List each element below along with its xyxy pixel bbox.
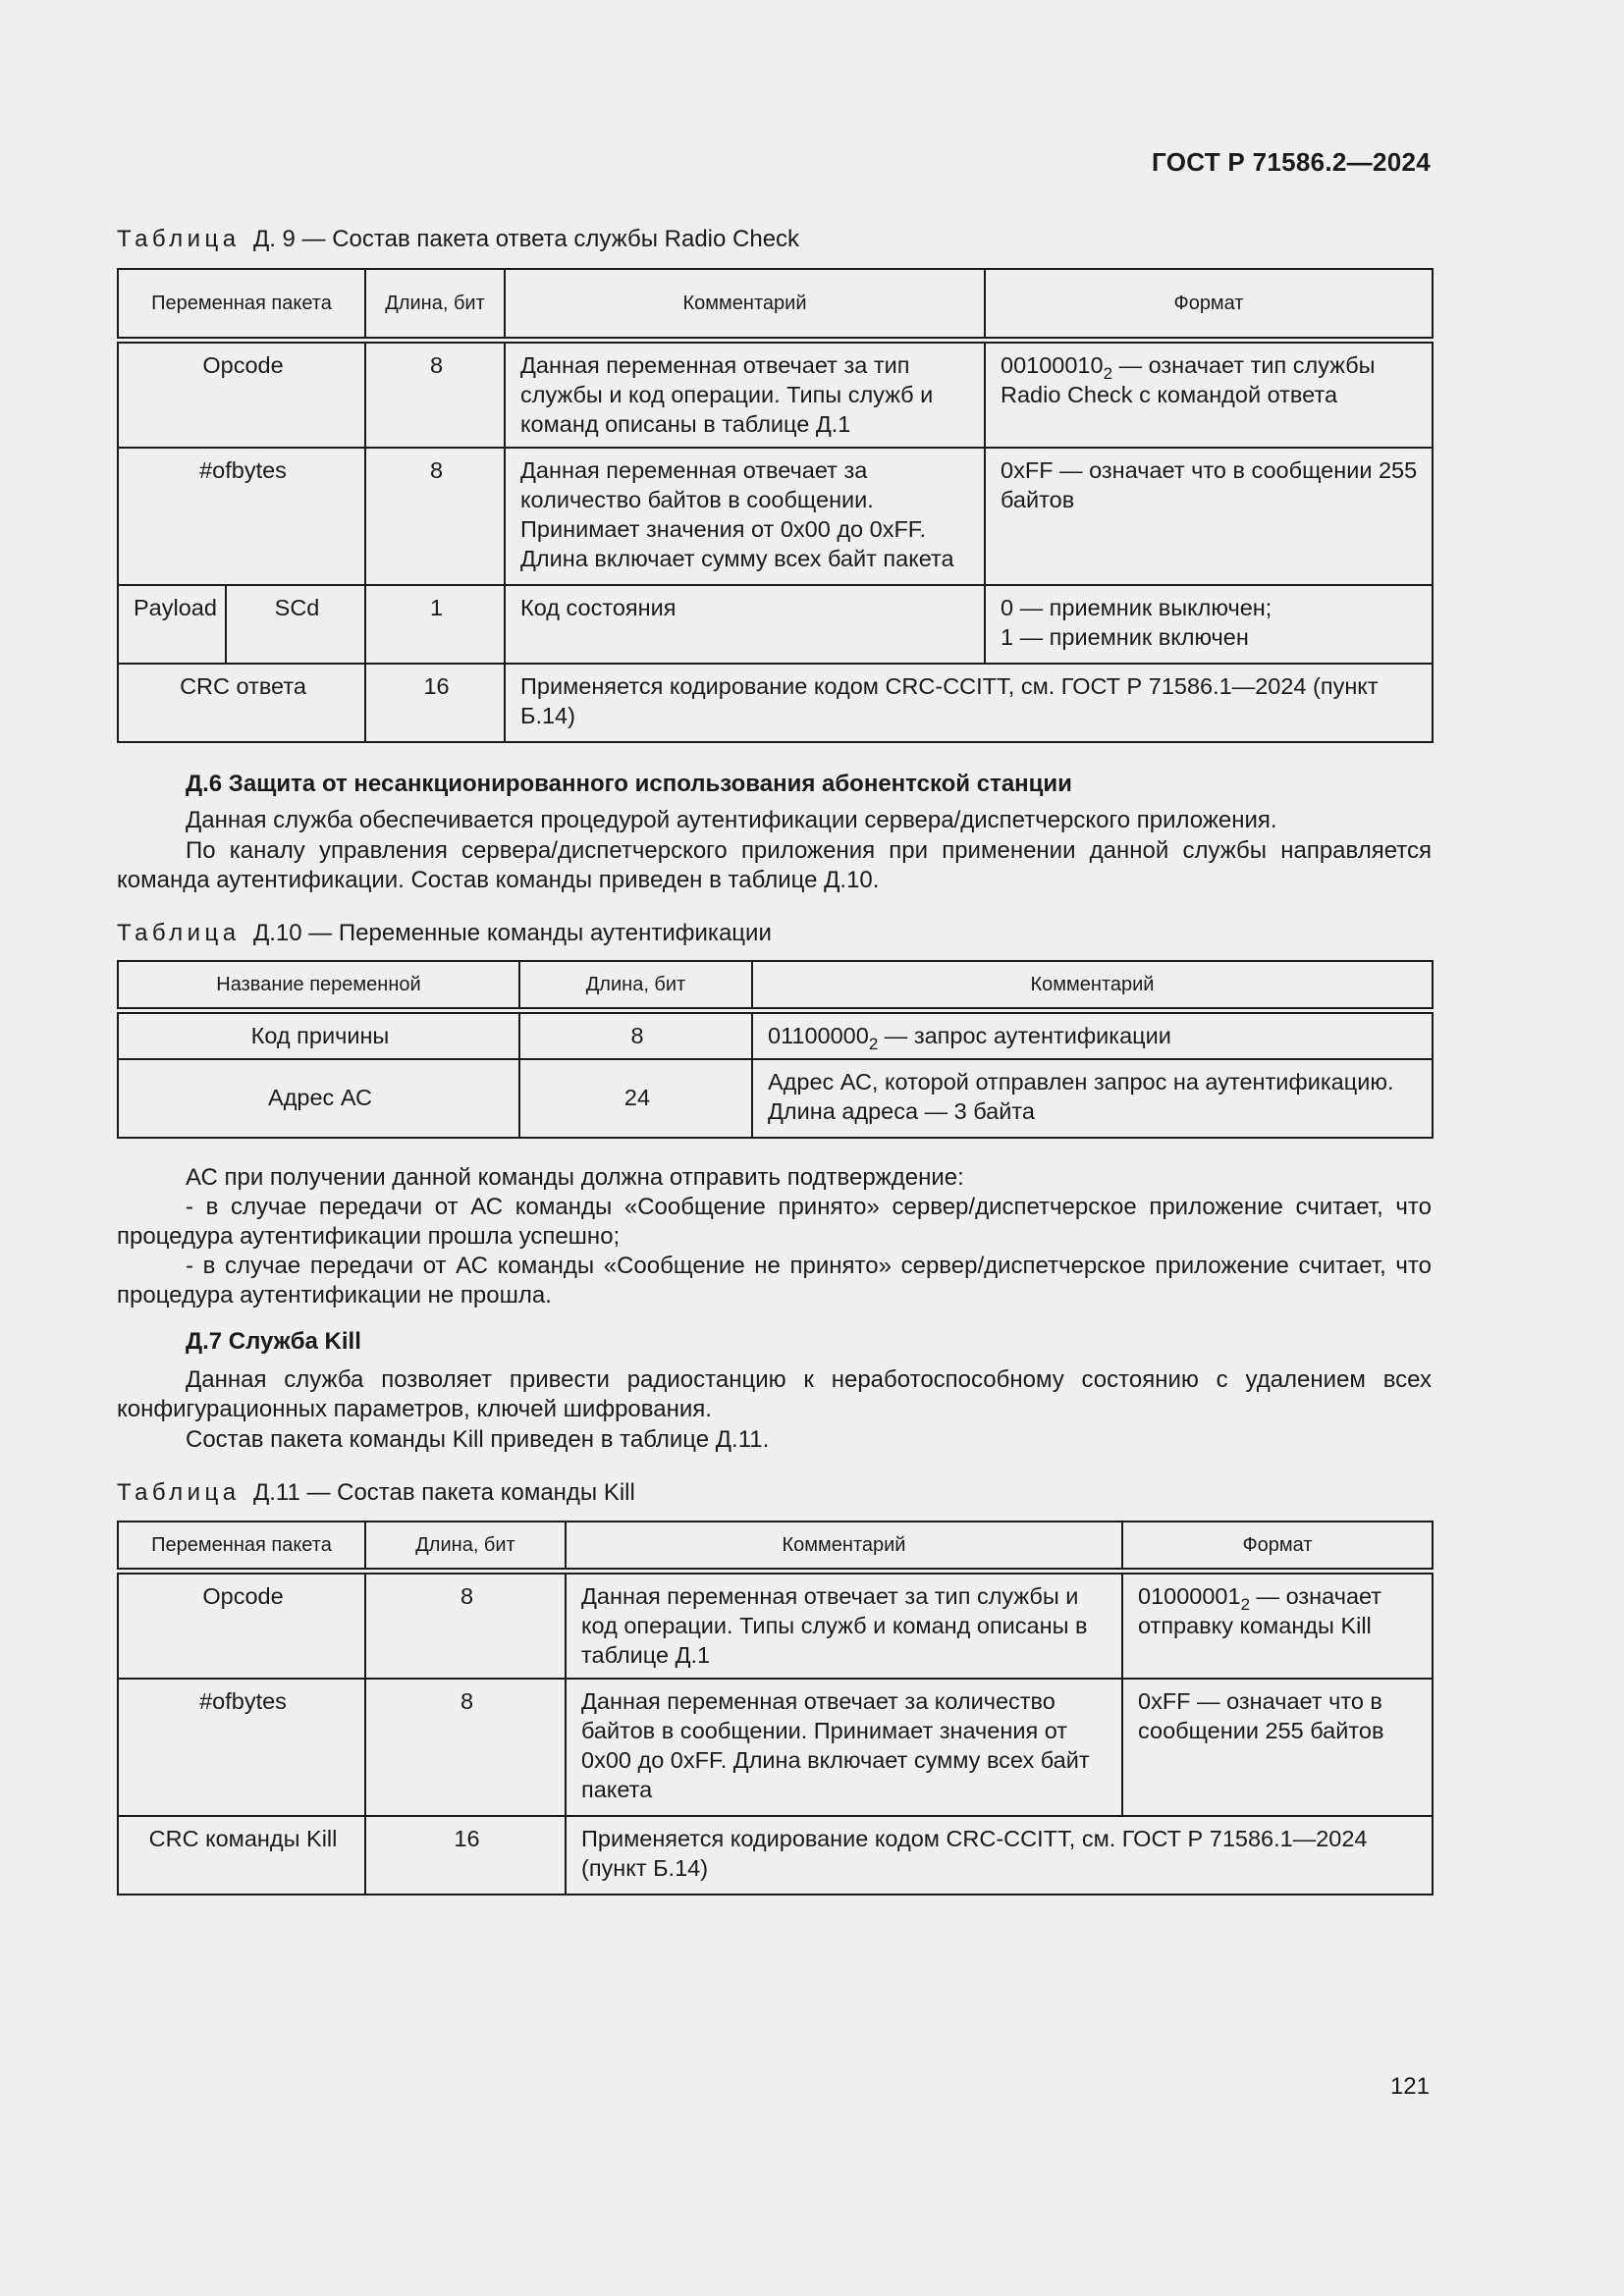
table11 (117, 1521, 1434, 1896)
table11-cell-var: #ofbytes (118, 1679, 365, 1816)
table11-caption-prefix: Таблица (117, 1479, 241, 1506)
table11-header-comment: Комментарий (566, 1522, 1122, 1571)
table10-cell-len: 8 (519, 1010, 752, 1059)
table10-header-variable: Название переменной (118, 961, 519, 1010)
comment-subscript: 2 (868, 1034, 879, 1053)
table11-caption (117, 1479, 635, 1507)
table9-cell-len: 1 (365, 585, 505, 664)
table9-cell-comment: Данная переменная отвечает за количество байтов в сообщении. Принимает значения от 0x00 до 0xFF. Длина включает сумму всех байт пакета (505, 448, 985, 585)
table9-cell-len: 8 (365, 340, 505, 448)
format-subscript: 2 (1103, 363, 1113, 383)
format-code: 01000001 (1138, 1582, 1241, 1609)
page-number: 121 (1389, 2073, 1430, 2100)
table9-header-variable: Переменная пакета (118, 269, 365, 340)
table9-cell-format: 0xFF — означает что в сообщении 255 байтов (985, 448, 1433, 585)
table-row (118, 1816, 1433, 1895)
table9-header-comment: Комментарий (505, 269, 985, 340)
table-row (118, 1010, 1433, 1059)
table9-cell-var: Payload (118, 585, 226, 664)
table9-cell-comment: Применяется кодирование кодом CRC-CCITT, см. ГОСТ Р 71586.1—2024 (пункт Б.14) (505, 664, 1433, 742)
table11-caption-text: Д.11 — Состав пакета команды Kill (252, 1479, 635, 1506)
section-d6-paragraph: Данная служба обеспечивается процедурой аутентификации сервера/диспетчерского приложения. (186, 807, 1277, 833)
format-description: — означает отправку команды Kill (1138, 1582, 1382, 1638)
table9-cell-len: 16 (365, 664, 505, 742)
section-d7-heading: Д.7 Служба Kill (186, 1328, 361, 1355)
document-header: ГОСТ Р 71586.2—2024 (1152, 147, 1431, 177)
table11-header-variable: Переменная пакета (118, 1522, 365, 1571)
table11-cell-format: 0xFF — означает что в сообщении 255 байтов (1122, 1679, 1433, 1816)
table-row (118, 1059, 1433, 1138)
table9-cell-var: Opcode (118, 340, 365, 448)
table-row (118, 664, 1433, 742)
table10-header-comment: Комментарий (752, 961, 1433, 1010)
table9-cell-format (985, 340, 1433, 448)
comment-description: — запрос аутентификации (878, 1022, 1171, 1048)
table9-cell-comment: Код состояния (505, 585, 985, 664)
table9-header-length: Длина, бит (365, 269, 505, 340)
body-paragraph: - в случае передачи от АС команды «Сообщение не принято» сервер/диспетчерское приложение считает, что процедура аутентификации не прошла. (117, 1253, 1432, 1308)
table11-header-format: Формат (1122, 1522, 1433, 1571)
format-code: 00100010 (1001, 351, 1104, 378)
body-paragraph: - в случае передачи от АС команды «Сообщение принято» сервер/диспетчерское приложение считает, что процедура аутентификации прошла успешно; (117, 1194, 1432, 1250)
section-d6-heading: Д.6 Защита от несанкционированного использования абонентской станции (186, 771, 1072, 797)
table-row (118, 448, 1433, 585)
table11-cell-comment: Применяется кодирование кодом CRC-CCITT, см. ГОСТ Р 71586.1—2024 (пункт Б.14) (566, 1816, 1433, 1895)
table11-cell-len: 8 (365, 1679, 566, 1816)
table11-cell-var: CRC команды Kill (118, 1816, 365, 1895)
table9-cell-comment: Данная переменная отвечает за тип службы и код операции. Типы служб и команд описаны в таблице Д.1 (505, 340, 985, 448)
table9-header-format: Формат (985, 269, 1433, 340)
table9-caption-prefix: Таблица (117, 226, 241, 252)
table10 (117, 960, 1434, 1139)
table10-cell-comment (752, 1010, 1433, 1059)
table10-caption-text: Д.10 — Переменные команды аутентификации (252, 920, 772, 946)
format-subscript: 2 (1240, 1594, 1251, 1614)
table10-caption-prefix: Таблица (117, 920, 241, 946)
table10-cell-var: Код причины (118, 1010, 519, 1059)
table11-cell-comment: Данная переменная отвечает за количество байтов в сообщении. Принимает значения от 0x00 до 0xFF. Длина включает сумму всех байт пакета (566, 1679, 1122, 1816)
table10-cell-len: 24 (519, 1059, 752, 1138)
table11-cell-comment: Данная переменная отвечает за тип службы и код операции. Типы служб и команд описаны в таблице Д.1 (566, 1571, 1122, 1679)
section-d6-paragraph: По каналу управления сервера/диспетчерского приложения при применении данной службы направляется команда аутентификации. Состав команды приведен в таблице Д.10. (117, 837, 1432, 893)
table10-caption (117, 920, 772, 947)
section-d7-paragraph: Данная служба позволяет привести радиостанцию к неработоспособному состоянию с удалением всех конфигурационных параметров, ключей шифрования. (117, 1366, 1432, 1422)
table-row (118, 585, 1433, 664)
table-row (118, 1571, 1433, 1679)
table-row (118, 340, 1433, 448)
table9-caption (117, 226, 799, 253)
table9 (117, 268, 1434, 743)
table11-cell-len: 16 (365, 1816, 566, 1895)
table11-header-length: Длина, бит (365, 1522, 566, 1571)
table9-cell-var: #ofbytes (118, 448, 365, 585)
table10-header-length: Длина, бит (519, 961, 752, 1010)
format-line: 0 — приемник выключен; (1001, 595, 1272, 620)
table10-cell-var: Адрес АС (118, 1059, 519, 1138)
table9-cell-format (985, 585, 1433, 664)
section-d7-paragraph: Состав пакета команды Kill приведен в таблице Д.11. (186, 1426, 770, 1453)
format-line: 1 — приемник включен (1001, 624, 1249, 650)
format-description: — означает тип службы Radio Check с командой ответа (1001, 351, 1376, 407)
table11-cell-len: 8 (365, 1571, 566, 1679)
table9-cell-subvar: SCd (226, 585, 365, 664)
comment-code: 01100000 (768, 1022, 869, 1048)
table10-cell-comment: Адрес АС, которой отправлен запрос на аутентификацию. Длина адреса — 3 байта (752, 1059, 1433, 1138)
table11-cell-format (1122, 1571, 1433, 1679)
table-row (118, 1679, 1433, 1816)
body-paragraph: АС при получении данной команды должна отправить подтверждение: (186, 1164, 964, 1191)
table11-cell-var: Opcode (118, 1571, 365, 1679)
table9-cell-var: CRC ответа (118, 664, 365, 742)
table9-cell-len: 8 (365, 448, 505, 585)
table9-caption-text: Д. 9 — Состав пакета ответа службы Radio Check (252, 226, 800, 252)
